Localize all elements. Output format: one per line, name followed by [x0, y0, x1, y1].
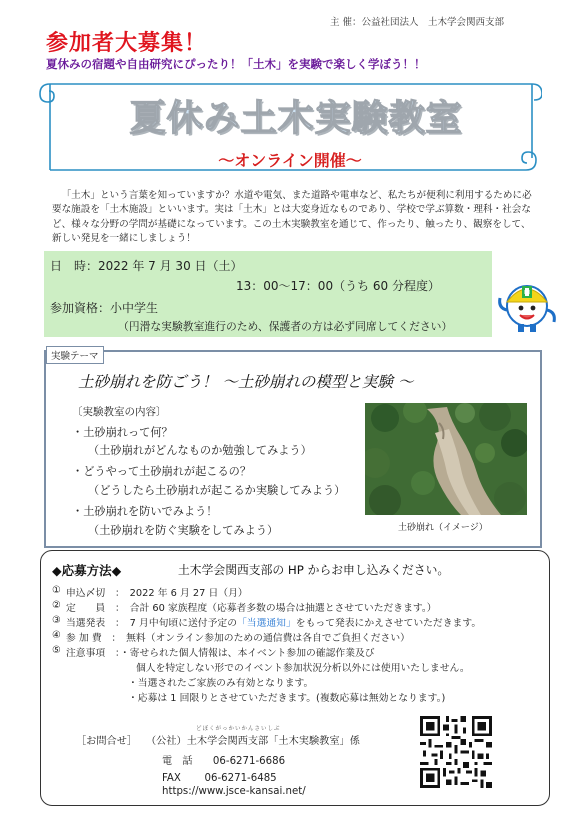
content-heading: 〔実験教室の内容〕: [72, 406, 167, 418]
row-number: ①: [52, 585, 61, 596]
contact-label: ［お問合せ］: [76, 736, 138, 747]
mascot-illustration: [494, 268, 560, 334]
capacity-row: 定 員 ： 合計 60 家族程度（応募者多数の場合は抽選とさせていただきます。）: [66, 603, 437, 614]
notes-continuation: 個人を特定しない形でのイベント参加状況分析以外には使用いたしません。: [136, 663, 470, 674]
organization-ruby: どぼくがっかいかんさいしぶ: [196, 726, 281, 732]
event-date: 日 時：2022 年 7 月 30 日（土）: [50, 259, 243, 273]
notes-continuation: ・応募は 1 回限りとさせていただきます。(複数応募は無効となります。): [128, 693, 446, 704]
organizer-text: 主 催：公益社団法人 土木学会関西支部: [330, 17, 505, 28]
notes-continuation: ・当選されたご家族のみ有効となります。: [128, 678, 314, 689]
intro-text: 「土木」という言葉を知っていますか？水道や電気、また道路や電車など、私たちが便利に利用するために必要な施設を「土木施設」といいます。実は「土木」とは大変身近なものであり、学校で学ぶ算数・理科・社会など、様々な分野の学問が基礎になっています。この土木実験教室を通じて、作ったり、触ったり、観察をして、新しい発見を一緒にしましょう！: [52, 190, 532, 245]
theme-title: 土砂崩れを防ごう！ ～土砂崩れの模型と実験 ～: [78, 373, 414, 391]
row-number: ②: [52, 600, 61, 611]
intro-paragraph: [52, 189, 538, 247]
winner-notice-highlight: 「当選通知」: [237, 618, 296, 629]
eligibility: 参加資格：小中学生: [50, 301, 159, 315]
notes-row: 注意事項 ：・寄せられた個人情報は、本イベント参加の確認作業及び: [66, 648, 375, 659]
landslide-photo: [365, 403, 527, 515]
row-number: ③: [52, 615, 61, 626]
contact-organization: （公社）土木学会関西支部「土木実験教室」係: [146, 736, 360, 747]
content-item: ・どうやって土砂崩れが起こるの？: [72, 465, 252, 478]
theme-tag: 実験テーマ: [46, 346, 104, 364]
announcement-text-end: をもって発表にかえさせていただきます。: [295, 618, 482, 629]
content-item: ・土砂崩れって何？: [72, 426, 173, 439]
apply-title: ◆応募方法◆: [52, 563, 122, 578]
contact-url[interactable]: https://www.jsce-kansai.net/: [162, 786, 306, 797]
main-title: 夏休み土木実験教室: [129, 98, 463, 139]
fee-row: 参 加 費 ： 無料（オンライン参加のための通信費は各自でご負担ください）: [66, 633, 410, 644]
content-item-note: （どうしたら土砂崩れが起こるか実験してみよう）: [88, 484, 346, 497]
online-label: ～オンライン開催～: [218, 151, 362, 170]
apply-note: 土木学会関西支部の HP からお申し込みください。: [178, 563, 450, 577]
announcement-row: [66, 615, 481, 629]
tagline: 夏休みの宿題や自由研究にぴったり！「土木」を実験で楽しく学ぼう！！: [46, 57, 426, 71]
row-number: ⑤: [52, 645, 61, 656]
event-time: 13：00～17：00（うち 60 分程度）: [236, 279, 440, 293]
contact-phone: 電 話 06-6271-6686: [162, 756, 286, 767]
recruit-heading: 参加者大募集！: [46, 31, 208, 56]
contact-fax: FAX 06-6271-6485: [162, 773, 277, 784]
content-item-note: （土砂崩れがどんなものか勉強してみよう）: [88, 444, 312, 457]
event-info-box: [44, 251, 492, 337]
row-number: ④: [52, 630, 61, 641]
deadline-row: 申込〆切 ： 2022 年 6 月 27 日（月）: [66, 588, 248, 599]
guardian-note: （円滑な実験教室進行のため、保護者の方は必ず同席してください）: [118, 320, 453, 333]
content-item-note: （土砂崩れを防ぐ実験をしてみよう）: [88, 524, 279, 537]
announcement-text: 当選発表 ： 7 月中旬頃に送付予定の: [66, 618, 237, 629]
photo-caption: 土砂崩れ（イメージ）: [398, 523, 488, 533]
content-item: ・土砂崩れを防いでみよう！: [72, 505, 218, 518]
qr-code[interactable]: [420, 716, 492, 788]
